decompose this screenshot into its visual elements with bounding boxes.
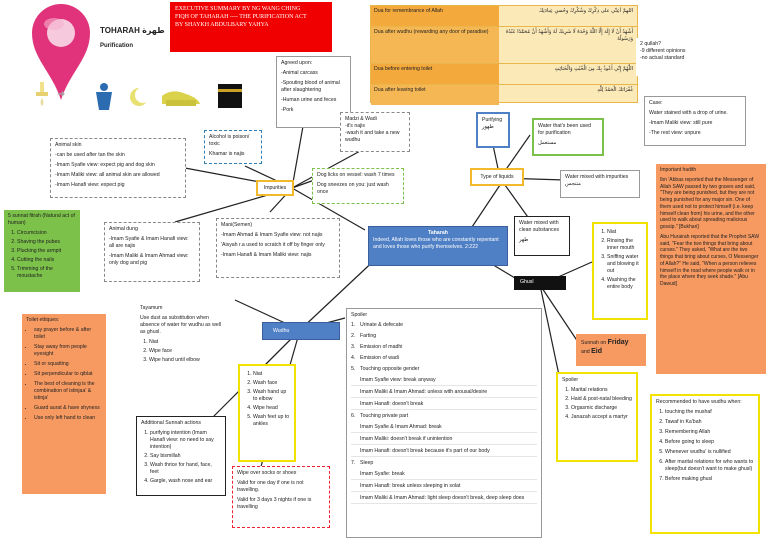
list-item: -Animal carcass [281, 70, 318, 77]
list-item: 7. Before making ghusl [665, 476, 754, 483]
list-item: 4. Janazah accept a martyr [571, 414, 632, 421]
list-item: • Stay away from people eyesight [34, 344, 102, 358]
spoiler-number: 1. [351, 322, 356, 329]
node-wudhu[interactable]: Wudhu [262, 322, 340, 340]
box-title: Recommended to have wudhu when: [656, 399, 742, 405]
spoiler-row [351, 389, 537, 398]
text-line: 'Aisyah r.a used to scratch it off by finger only [221, 242, 325, 249]
box-title: Agreed upon: [281, 60, 313, 66]
water-used-box [532, 118, 604, 156]
box-title: Spoiler [562, 377, 579, 383]
spoiler-row [351, 495, 537, 504]
arabic-label: طهور [482, 124, 494, 131]
case-box [644, 96, 746, 146]
spoiler-row [351, 344, 537, 352]
eid-label: Eid [591, 348, 602, 356]
summary-line: BY SHAYKH ABDULBARY YAHYA [175, 22, 269, 29]
list-item: 1. purifying intention (Imam Hanafi view: no need to say intention) [150, 430, 221, 451]
text-line: -Imam Ahmad & Imam Syafie view: not najis [221, 232, 323, 239]
text-line: -Imam Maliki & Imam Ahmad view: only dog and pig [109, 253, 189, 267]
dua-label: Dua after wudhu (rewarding any door of paradise) [371, 27, 499, 63]
text-line: Wipe over socks or shoes [237, 470, 297, 476]
spoiler-row [351, 436, 537, 445]
text-line: Water mixed with clean substances [519, 220, 560, 234]
box-title: Additional Sunnah actions [141, 420, 201, 426]
dua-table [370, 5, 638, 103]
summary-line: EXECUTIVE SUMMARY BY NG WANG CHING [175, 6, 301, 12]
spoiler-text: Sleep [360, 460, 374, 467]
spoiler-text: Imam Syafie view: break anyway [360, 377, 436, 384]
text-line: Valid for 3 days 3 nights if one is travelling [237, 497, 312, 511]
hadith-text: Ibn 'Abbas reported that the Messenger of Allah SAW passed by two graves and said, "They are being punished, but they are not being punished for any major sin. One of them used not to protect himself (i.e. keep himself clean from) his urine, and the other used to walk about spreading malicious gossip." [Bukhari] [660, 176, 756, 230]
box-title: Important hadith [660, 167, 697, 173]
text-line: Purifying [482, 117, 503, 123]
box-title: 5 sunnat fitrah (Natural act of human) [8, 213, 75, 227]
spoiler-number [351, 495, 360, 502]
dua-row [371, 85, 637, 105]
dua-arabic: أَشْهَدُ أَنْ لَا إِلَهَ إِلَّا اللَّهُ وَحْدَهُ لَا شَرِيكَ لَهُ وَأَشْهَدُ أَنَّ مُحَمَّدًا عَبْدُهُ وَرَسُولُهُ [505, 29, 633, 42]
sunnah-actions-box [136, 416, 226, 496]
animal-skin-box [50, 138, 186, 198]
dua-row [371, 27, 637, 64]
dua-arabic: اللَّهُمَّ إِنِّي أَعُوذُ بِكَ مِنَ الْخُبُثِ وَالْخَبَائِثِ [554, 66, 633, 72]
sunnah-fitrah-box [4, 210, 80, 292]
list-item: 2. Tawaf in Ka'bah [665, 419, 754, 426]
dua-label: Dua after leaving toilet [371, 85, 499, 105]
spoiler-text: Imam Hanafi: break unless sleeping in solat [360, 483, 461, 490]
spoiler-text: Imam Hanafi: doesn't break because it's part of our body [360, 448, 490, 455]
spoiler-text: Emission of madhi [360, 344, 403, 351]
list-item: 2. Shaving the pubes [17, 239, 76, 246]
spoiler-number: 4. [351, 355, 356, 362]
text-line: -wash it and take a new wudhu [345, 130, 400, 144]
madzi-box [340, 112, 410, 152]
text-line: Water that's been used for purification [538, 123, 591, 137]
text-line: Water mixed with impurities [565, 174, 629, 180]
list-item: 2. Wipe face [149, 348, 226, 355]
list-item: • say prayer before & after toilet [34, 327, 102, 341]
text-line: -Imam Hanafi & Imam Maliki view: najis [221, 252, 312, 259]
spoiler-row [351, 366, 537, 374]
node-impurities[interactable]: Impurities [256, 180, 294, 196]
spoiler-number [351, 436, 360, 443]
toilet-ettiques-box [22, 314, 106, 494]
spoiler-number [351, 471, 360, 478]
spoiler-number [351, 483, 360, 490]
arrow-right-icon: ➜ [57, 89, 66, 100]
spoiler-row [351, 460, 537, 468]
spoiler-number: 7. [351, 460, 356, 467]
list-item: • Sit perpendicular to qiblat [34, 371, 102, 378]
spoiler-number [351, 424, 360, 431]
spoiler-number: 3. [351, 344, 356, 351]
dua-label: Dua before entering toilet [371, 64, 499, 84]
text-line: Use dust as substitution when absence of water for wudhu as well as ghusl. [140, 315, 222, 336]
dua-row [371, 64, 637, 85]
list-item: 3. Wipe hand until elbow [149, 357, 226, 364]
wudhu-spoiler-box [346, 308, 542, 538]
list-item: 3. Orgasmic discharge [571, 405, 632, 412]
box-title: Spoiler [351, 312, 368, 318]
spoiler-row [351, 471, 537, 480]
list-item: 4. Cutting the nails [17, 257, 76, 264]
list-item: 1. touching the mushaf [665, 409, 754, 416]
tayamum-box [136, 302, 230, 392]
spoiler-text: Touching private part [360, 413, 409, 420]
list-item: 4. Washing the entire body [607, 277, 642, 291]
text-line: -can be used after tan the skin [55, 152, 125, 159]
box-title: Tayamum [140, 305, 163, 311]
spoiler-number: 6. [351, 413, 356, 420]
list-item: -Human urine and feces [281, 97, 337, 104]
text-line: -Imam Maliki view: still pure [649, 120, 713, 127]
center-title: Taharah [428, 230, 448, 236]
spoiler-row [351, 401, 537, 410]
spoiler-number [351, 389, 360, 396]
text-line: 2 qullah? [640, 41, 662, 47]
alcohol-box [204, 130, 262, 164]
spoiler-text: Imam Maliki: doesn't break if unintention [360, 436, 453, 443]
dua-arabic: غُفْرَانَكَ الْحَمْدُ لِلَّهِ [597, 87, 633, 93]
list-item: 1. Niat [607, 229, 642, 236]
list-item: • The best of cleaning is the combination of istinjaa' & istinja' [34, 381, 102, 402]
sunnah-friday-eid-box: Sunnah on Friday and Eid [576, 334, 646, 366]
spoiler-number [351, 401, 360, 408]
spoiler-text: Imam Syafie & Imam Ahmad: break [360, 424, 442, 431]
list-item: 3. Remembering Allah [665, 429, 754, 436]
dua-arabic: اللهمَّ أعِنِّي على ذِكْرِكَ وشُكْرِكَ وحُسنِ عِبادَتِكَ [539, 8, 633, 14]
text-line: Case: [649, 100, 663, 106]
summary-line: FIQH OF TAHARAH ---- THE PURIFICATION ACT [175, 14, 307, 21]
purifying-box [476, 112, 510, 148]
list-item: 5. Whenever wudhu' is nullified [665, 449, 754, 456]
wipe-socks-box [232, 466, 330, 528]
hadith-box [656, 164, 766, 374]
arabic-label: مستعمل [538, 140, 557, 147]
wudhu-steps-box [238, 364, 296, 462]
list-item: 4. Wipe head [253, 405, 290, 412]
text-line: Madzi & Wadi [345, 116, 377, 122]
spoiler-text: Farting [360, 333, 377, 340]
text-line: -The rest view: unpure [649, 130, 701, 137]
text-line: Dog sneezes on you: just wash once [317, 182, 389, 196]
list-item: 3. Wash thrice for hand, face, feet [150, 462, 221, 476]
spoiler-text: Imam Syafie: break [360, 471, 405, 478]
dog-licks-box [312, 168, 404, 204]
list-item: • Use only left hand to clean [34, 415, 102, 422]
page-subtitle: Purification [100, 43, 134, 49]
text-line: -Imam Hanafi view: expect pig [55, 182, 125, 189]
qullah-box [636, 38, 708, 76]
dua-label: Dua for remembrance of Allah [371, 6, 499, 26]
spoiler-text: Imam Hanafi: doesn't break [360, 401, 424, 408]
animal-dung-box [104, 222, 200, 282]
list-item: 2. Rinsing the inner mouth [607, 238, 642, 252]
spoiler-number: 2. [351, 333, 356, 340]
list-item: 2. Haid & post-natal bleeding [571, 396, 632, 403]
list-item: 2. Wash face [253, 380, 290, 387]
list-item: 1. Marital relations [571, 387, 632, 394]
text-line: -Imam Syafie & Imam Hanafi view: all are najis [109, 236, 189, 250]
list-item: 1. Circumcision [17, 230, 76, 237]
list-item: • Sit or squatting [34, 361, 102, 368]
spoiler-row [351, 377, 537, 386]
person-washing-icon [92, 82, 116, 110]
list-item: 3. Wash hand up to elbow [253, 389, 290, 403]
spoiler-row [351, 333, 537, 341]
spoiler-number [351, 448, 360, 455]
spoiler-text: Urinate & defecate [360, 322, 403, 329]
kaaba-icon [216, 80, 244, 110]
list-item: 1. Niat [253, 371, 290, 378]
spoiler-row [351, 483, 537, 492]
hadith-text: Abu Hurairah reported that the Prophet SAW said, "Fear the two things that bring about curses." They asked, "What are the two things that bring about curses, O Messenger of Allah?" He said, "When a person relieves himself in the road where people walk or in the place where they seek shade." [Abu Dawud] [660, 233, 760, 287]
friday-label: Friday [607, 339, 629, 346]
text-line: Mani(Semen) [221, 222, 253, 228]
text-line: -Imam Syafie view: expect pig and dog skin [55, 162, 155, 169]
spoiler-row [351, 322, 537, 330]
recommended-box [650, 394, 760, 534]
text-line: -no actual standard [640, 55, 685, 62]
mani-box [216, 218, 340, 278]
arabic-label: متنجس [565, 181, 581, 188]
spoiler-text: Imam Maliki & Imam Ahmad: unless with arousal/desire [360, 389, 488, 396]
arabic-label: طهر [519, 237, 529, 244]
list-item: • Guard aurat & have shyness [34, 405, 102, 412]
text-line: Water stained with a drop of urine. [649, 110, 728, 117]
spoiler-row [351, 424, 537, 433]
text-line: -9 different opinions [640, 48, 686, 55]
text-line: Dog licks on vessel: wash 7 times [317, 172, 395, 178]
ghusl-spoiler-box [556, 372, 638, 462]
spoiler-row [351, 413, 537, 421]
summary-banner [170, 2, 332, 52]
spoiler-number: 5. [351, 366, 356, 373]
page-title: TOHARAH طهرة [100, 26, 165, 35]
list-item: 6. After marital relations for who wants to sleep(but doesn't want to make ghusl) [665, 459, 754, 473]
spoiler-text: Imam Maliki & Imam Ahmad: light sleep doesn't break, deep sleep does [360, 495, 525, 502]
water-clean-box [514, 216, 570, 256]
list-item: -Spouting blood of animal after slaughtering [281, 80, 340, 94]
spoiler-number [351, 377, 360, 384]
foot-wash-icon [160, 86, 202, 110]
list-item: -Pork [281, 107, 294, 114]
node-type-of-liquids[interactable]: Type of liquids [470, 168, 524, 186]
crescent-icon [128, 86, 150, 108]
text-line: Animal skin [55, 142, 82, 148]
text-line: Animal dung [109, 226, 138, 232]
list-item: 3. Sniffing water and blowing it out [607, 254, 642, 275]
text-line: Khamar is najis [209, 151, 245, 158]
text-line: -it's najis [345, 123, 366, 130]
text-line: -Imam Maliki view: all animal skin are allowed [55, 172, 160, 179]
box-title: Toilet ettiques: [26, 317, 60, 323]
list-item: 4. Before going to sleep [665, 439, 754, 446]
list-item: 5. Wash feet up to ankles [253, 414, 290, 428]
center-verse: Indeed, Allah loves those who are constantly repentant and loves those who purify themselves. 2:222 [373, 237, 499, 251]
water-impurities-box [560, 170, 640, 198]
tap-water-icon [32, 80, 52, 108]
list-item: 1. Niat [149, 339, 226, 346]
node-ghusl[interactable]: Ghusl [514, 276, 566, 290]
spoiler-text: Emission of wadi [360, 355, 399, 362]
list-item: 4. Gargle, wash nose and ear [150, 478, 221, 485]
spoiler-text: Touching opposite gender [360, 366, 420, 373]
list-item: 2. Say bismillah [150, 453, 221, 460]
spoiler-row [351, 355, 537, 363]
list-item: 3. Plucking the armpit [17, 248, 76, 255]
dua-row [371, 6, 637, 27]
ghusl-steps-box [592, 222, 648, 320]
text-line: Valid for one day if one is not travelling. [237, 480, 304, 494]
center-taharah[interactable] [368, 226, 508, 266]
text-line: Alcohol is poison/ toxic [209, 134, 250, 148]
spoiler-row [351, 448, 537, 457]
list-item: 5. Trimming of the moustache [17, 266, 76, 280]
